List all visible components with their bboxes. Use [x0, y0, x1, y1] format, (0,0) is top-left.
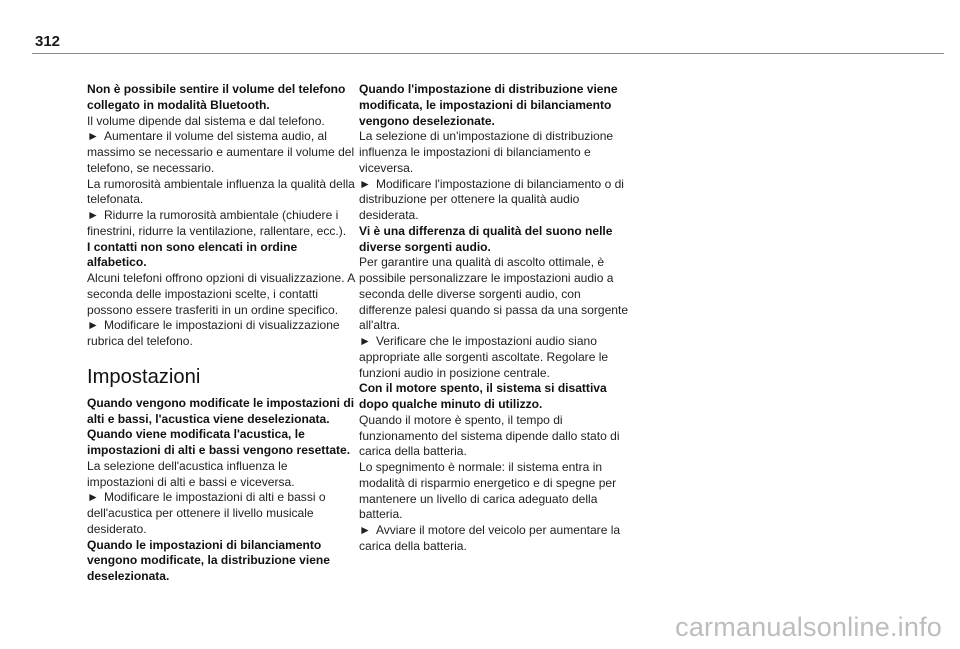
- bullet-arrow-icon: ►: [359, 176, 371, 191]
- bullet-arrow-icon: ►: [87, 490, 99, 505]
- paragraph: La rumorosità ambientale influenza la qualità della telefonata.: [87, 176, 355, 207]
- bullet-item: [87, 490, 357, 537]
- bullet-text: Modificare le impostazioni di visualizzazione rubrica del telefono.: [87, 318, 340, 348]
- question-heading: Con il motore spento, il sistema si disattiva dopo qualche minuto di utilizzo.: [359, 381, 607, 411]
- right-column: [359, 82, 629, 555]
- paragraph: Alcuni telefoni offrono opzioni di visualizzazione. A seconda delle impostazioni scelte, i contatti possono essere trasferiti in un ordine specifico.: [87, 271, 355, 317]
- header-divider: [32, 53, 944, 54]
- bullet-arrow-icon: ►: [359, 334, 371, 348]
- question-heading: Quando l'impostazione di distribuzione viene modificata, le impostazioni di bilanciamento vengono deselezionate.: [359, 82, 618, 128]
- section-title: Impostazioni: [87, 365, 201, 388]
- question-heading: Quando vengono modificate le impostazioni di alti e bassi, l'acustica viene deselezionata.: [87, 395, 355, 426]
- question-heading: Non è possibile sentire il volume del telefono collegato in modalità Bluetooth.: [87, 82, 346, 112]
- bullet-arrow-icon: ►: [87, 129, 99, 144]
- bullet-text: Modificare l'impostazione di bilanciamento o di distribuzione per ottenere la qualità audio desiderata.: [359, 176, 624, 222]
- watermark: carmanualsonline.info: [675, 612, 942, 642]
- bullet-text: Verificare che le impostazioni audio siano appropriate alle sorgenti ascoltate. Regolare le funzioni audio in posizione centrale.: [359, 334, 609, 380]
- question-heading: Quando le impostazioni di bilanciamento vengono modificate, la distribuzione viene deselezionata.: [87, 537, 330, 583]
- bullet-item: [359, 523, 629, 555]
- bullet-text: Avviare il motore del veicolo per aumentare la carica della batteria.: [359, 523, 621, 553]
- paragraph: Il volume dipende dal sistema e dal telefono.: [87, 113, 325, 128]
- bullet-text: Modificare le impostazioni di alti e bassi o dell'acustica per ottenere il livello musicale desiderato.: [87, 490, 326, 536]
- paragraph: Quando il motore è spento, il tempo di funzionamento del sistema dipende dallo stato di carica della batteria.: [359, 412, 620, 459]
- question-heading: Vi è una differenza di qualità del suono nelle diverse sorgenti audio.: [359, 223, 613, 254]
- left-column: [87, 82, 357, 585]
- bullet-item: [359, 177, 629, 224]
- question-heading: I contatti non sono elencati in ordine alfabetico.: [87, 239, 298, 270]
- page-number: 312: [35, 33, 61, 50]
- bullet-item: [87, 208, 357, 240]
- paragraph: Per garantire una qualità di ascolto ottimale, è possibile personalizzare le impostazioni audio a seconda delle diverse sorgenti audio, con differenze palesi quando si passa da una sorgente all'altra.: [359, 255, 629, 333]
- paragraph: Lo spegnimento è normale: il sistema entra in modalità di risparmio energetico e di spegne per mantenere un livello di carica adeguato della batteria.: [359, 460, 617, 522]
- bullet-arrow-icon: ►: [87, 318, 99, 333]
- bullet-arrow-icon: ►: [87, 208, 99, 222]
- paragraph: La selezione dell'acustica influenza le impostazioni di alti e bassi e viceversa.: [87, 458, 295, 489]
- bullet-item: [87, 129, 357, 176]
- bullet-arrow-icon: ►: [359, 523, 371, 537]
- question-heading: Quando viene modificata l'acustica, le impostazioni di alti e bassi vengono resettate.: [87, 427, 351, 457]
- bullet-text: Aumentare il volume del sistema audio, al massimo se necessario e aumentare il volume del telefono, se necessario.: [87, 129, 355, 175]
- bullet-text: Ridurre la rumorosità ambientale (chiudere i finestrini, ridurre la ventilazione, rallentare, ecc.).: [87, 208, 347, 238]
- bullet-item: [359, 334, 629, 381]
- paragraph: La selezione di un'impostazione di distribuzione influenza le impostazioni di bilanciamento e viceversa.: [359, 129, 614, 175]
- bullet-item: [87, 318, 357, 350]
